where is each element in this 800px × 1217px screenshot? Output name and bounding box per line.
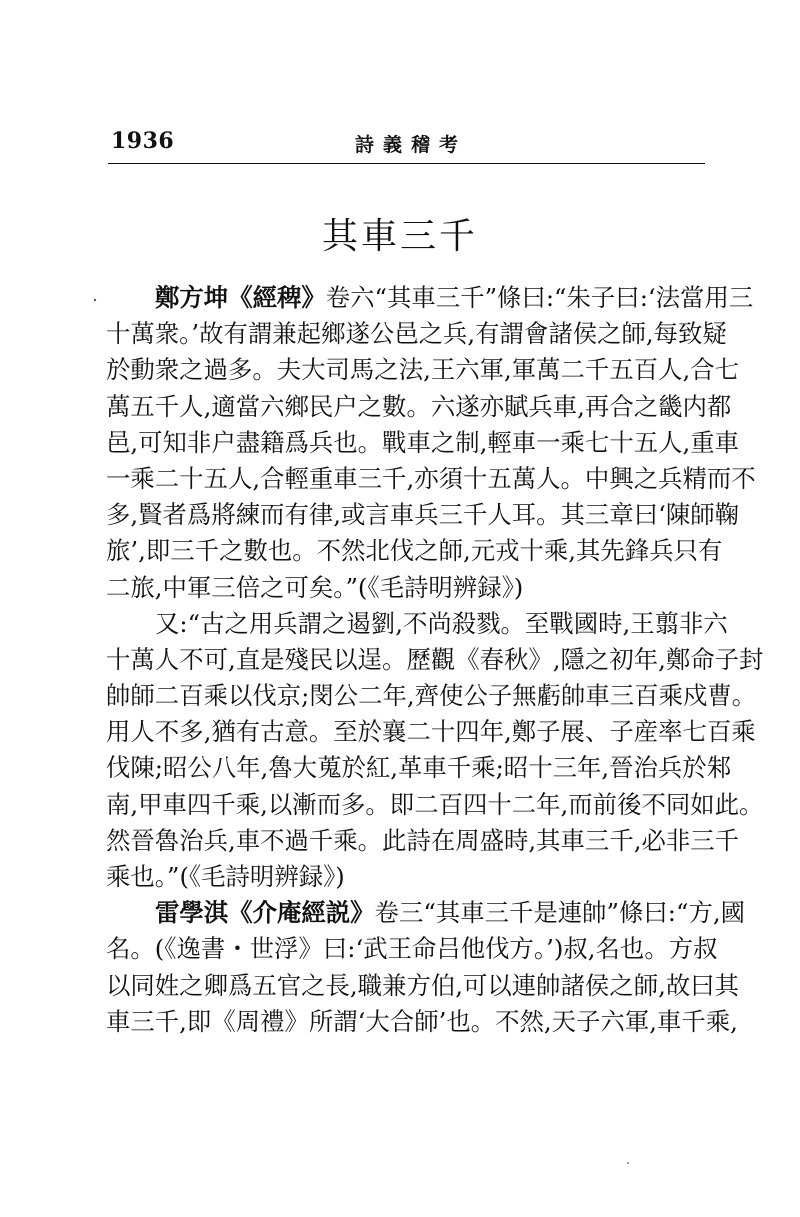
text-line: 用人不多,猶有古意。至於襄二十四年,鄭子展、子産率七百乘: [106, 717, 756, 747]
book-title: 《經稗》: [228, 283, 326, 312]
text-line: 乘也。”(《毛詩明辨録》): [106, 862, 345, 891]
book-title: 《介庵經説》: [228, 898, 375, 928]
text-line: 十萬衆。’故有謂兼起鄉遂公邑之兵,有謂會諸侯之師,每致疑: [106, 319, 727, 349]
text-line: 又:“古之用兵謂之遏劉,不尚殺戮。至戰國時,王翦非六: [155, 608, 728, 638]
page-number: 1936: [111, 128, 175, 154]
text-line: 名。(《逸書・世浮》曰:‘武王命吕他伐方。’)叔,名也。方叔: [106, 934, 718, 964]
text-line: 十萬人不可,直是殘民以逞。歷觀《春秋》,隱之初年,鄭命子封: [106, 644, 764, 674]
text-line: 南,甲車四千乘,以漸而多。即二百四十二年,而前後不同如此。: [106, 789, 764, 819]
text-line: 帥師二百乘以伐京;閔公二年,齊使公子無虧帥車三百乘戍曹。: [106, 681, 757, 711]
text-line: 伐陳;昭公八年,魯大蒐於紅,革車千乘;昭十三年,晉治兵於邾: [106, 753, 732, 783]
text-line: 車三千,即《周禮》所謂‘大合師’也。不然,天子六軍,車千乘,: [106, 1006, 738, 1036]
text-line: 以同姓之卿爲五官之長,職兼方伯,可以連帥諸侯之師,故曰其: [106, 970, 740, 1000]
author-name: 雷學淇: [155, 898, 229, 928]
text-segment: 卷三“其車三千是連帥”條曰:“方,國: [374, 898, 746, 928]
section-title: 其車三千: [321, 216, 478, 257]
text-segment: 卷六“其車三千”條曰:“朱子曰:‘法當用三: [325, 283, 754, 312]
author-name: 鄭方坤: [155, 283, 229, 312]
running-title: 詩義稽考: [355, 134, 468, 156]
text-line: 多,賢者爲將練而有律,或言車兵三千人耳。其三章曰‘陳師鞠: [106, 500, 740, 530]
scan-speck: [627, 1162, 629, 1164]
text-line: 邑,可知非户盡籍爲兵也。戰車之制,輕車一乘七十五人,重車: [106, 427, 740, 457]
text-line: 萬五千人,適當六鄉民户之數。六遂亦賦兵車,再合之畿内都: [106, 391, 732, 421]
text-line: 一乘二十五人,合輕重車三千,亦須十五萬人。中興之兵精而不: [106, 463, 756, 493]
text-line: 二旅,中軍三倍之可矣。”(《毛詩明辨録》): [106, 572, 524, 602]
scan-speck: [94, 299, 96, 301]
text-line: 於動衆之過多。夫大司馬之法,王六軍,軍萬二千五百人,合七: [106, 355, 740, 385]
text-line: 旅’,即三千之數也。不然北伐之師,元戎十乘,其先鋒兵只有: [106, 536, 723, 566]
text-line: 然晉魯治兵,車不過千乘。此詩在周盛時,其車三千,必非三千: [106, 825, 740, 855]
